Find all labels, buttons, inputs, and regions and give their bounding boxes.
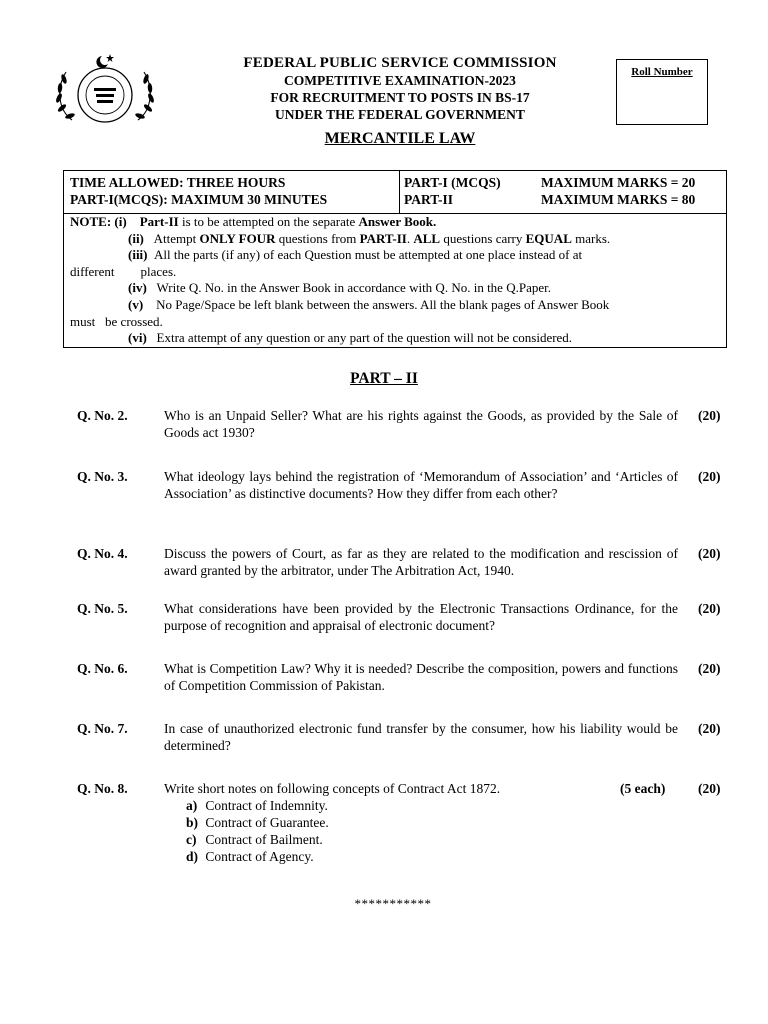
part1-time: PART-I(MCQS): MAXIMUM 30 MINUTES bbox=[70, 192, 328, 207]
question-marks: (20) bbox=[698, 546, 721, 561]
fpsc-emblem-icon bbox=[50, 50, 160, 135]
question-text: Discuss the powers of Court, as far as they are related to the modification and rescission of award granted by the arbitrator, under The Arbitration Act, 1940. bbox=[164, 546, 678, 578]
sub-question-b: b) Contract of Guarantee. bbox=[186, 815, 329, 830]
question-marks: (20) bbox=[698, 408, 721, 423]
marks-each: (5 each) bbox=[620, 781, 666, 796]
exam-title: COMPETITIVE EXAMINATION-2023 bbox=[284, 73, 516, 88]
part2-marks: MAXIMUM MARKS = 80 bbox=[541, 192, 696, 207]
question-number: Q. No. 2. bbox=[77, 408, 128, 423]
note-item-1: NOTE: (i) Part-II is to be attempted on the separate Answer Book. bbox=[70, 214, 437, 229]
end-of-paper-mark: *********** bbox=[354, 896, 432, 911]
roll-number-box bbox=[616, 59, 708, 125]
sub-question-a: a) Contract of Indemnity. bbox=[186, 798, 328, 813]
question-marks: (20) bbox=[698, 661, 721, 676]
question-text: Write short notes on following concepts of Contract Act 1872. a) Contract of Indemnity. b) Contract of Guarantee. c) Contract of Bailment. d) Contract of Agency. bbox=[164, 780, 678, 865]
question-number: Q. No. 3. bbox=[77, 469, 128, 484]
question-text: Who is an Unpaid Seller? What are his rights against the Goods, as provided by the Sale of Goods act 1930? bbox=[164, 408, 678, 440]
note-item-3: (iii) All the parts (if any) of each Question must be attempted at one place instead of at bbox=[128, 247, 583, 263]
part1-label: PART-I (MCQS) bbox=[404, 175, 501, 190]
question-number: Q. No. 7. bbox=[77, 721, 128, 736]
subject-title: MERCANTILE LAW bbox=[324, 130, 476, 147]
government-line: UNDER THE FEDERAL GOVERNMENT bbox=[275, 107, 525, 122]
part2-label: PART-II bbox=[404, 192, 454, 207]
question-number: Q. No. 5. bbox=[77, 601, 128, 616]
question-text: What ideology lays behind the registration of ‘Memorandum of Association’ and ‘Articles of Association’ as distinctive documents? How they differ from each other? bbox=[164, 469, 678, 501]
recruitment-line: FOR RECRUITMENT TO POSTS IN BS-17 bbox=[270, 90, 530, 105]
commission-name: FEDERAL PUBLIC SERVICE COMMISSION bbox=[243, 55, 557, 71]
note-label: NOTE: bbox=[70, 214, 112, 229]
info-divider bbox=[399, 171, 400, 213]
question-marks: (20) bbox=[698, 781, 721, 796]
exam-info-table bbox=[63, 170, 727, 348]
note-item-4: (iv) Write Q. No. in the Answer Book in accordance with Q. No. in the Q.Paper. bbox=[128, 280, 551, 296]
question-number: Q. No. 6. bbox=[77, 661, 128, 676]
time-allowed: TIME ALLOWED: THREE HOURS bbox=[70, 175, 286, 190]
question-marks: (20) bbox=[698, 469, 721, 484]
roll-number-label: Roll Number bbox=[631, 66, 693, 78]
question-text: In case of unauthorized electronic fund transfer by the consumer, how his liability would be determined? bbox=[164, 721, 678, 753]
note-item-6: (vi) Extra attempt of any question or any part of the question will not be considered. bbox=[128, 330, 573, 346]
question-marks: (20) bbox=[698, 601, 721, 616]
part-title: PART – II bbox=[350, 370, 418, 387]
question-number: Q. No. 8. bbox=[77, 781, 128, 796]
note-item-5: (v) No Page/Space be left blank between the answers. All the blank pages of Answer Book bbox=[128, 296, 610, 312]
sub-question-c: c) Contract of Bailment. bbox=[186, 832, 323, 847]
info-header-row bbox=[64, 171, 726, 214]
question-marks: (20) bbox=[698, 721, 721, 736]
question-number: Q. No. 4. bbox=[77, 546, 128, 561]
sub-question-d: d) Contract of Agency. bbox=[186, 849, 314, 864]
part1-marks: MAXIMUM MARKS = 20 bbox=[541, 175, 696, 190]
note-item-2: (ii) Attempt ONLY FOUR questions from PART-II. ALL questions carry EQUAL marks. bbox=[128, 230, 611, 246]
note-item-3-cont: different places. bbox=[70, 263, 177, 279]
instructions-notes bbox=[70, 214, 720, 347]
question-text: What is Competition Law? Why it is needed? Describe the composition, powers and functions of Competition Commission of Pakistan. bbox=[164, 661, 678, 693]
question-text: What considerations have been provided by the Electronic Transactions Ordinance, for the purpose of recognition and appraisal of electronic document? bbox=[164, 601, 678, 633]
note-item-5-cont: must be crossed. bbox=[70, 313, 163, 329]
